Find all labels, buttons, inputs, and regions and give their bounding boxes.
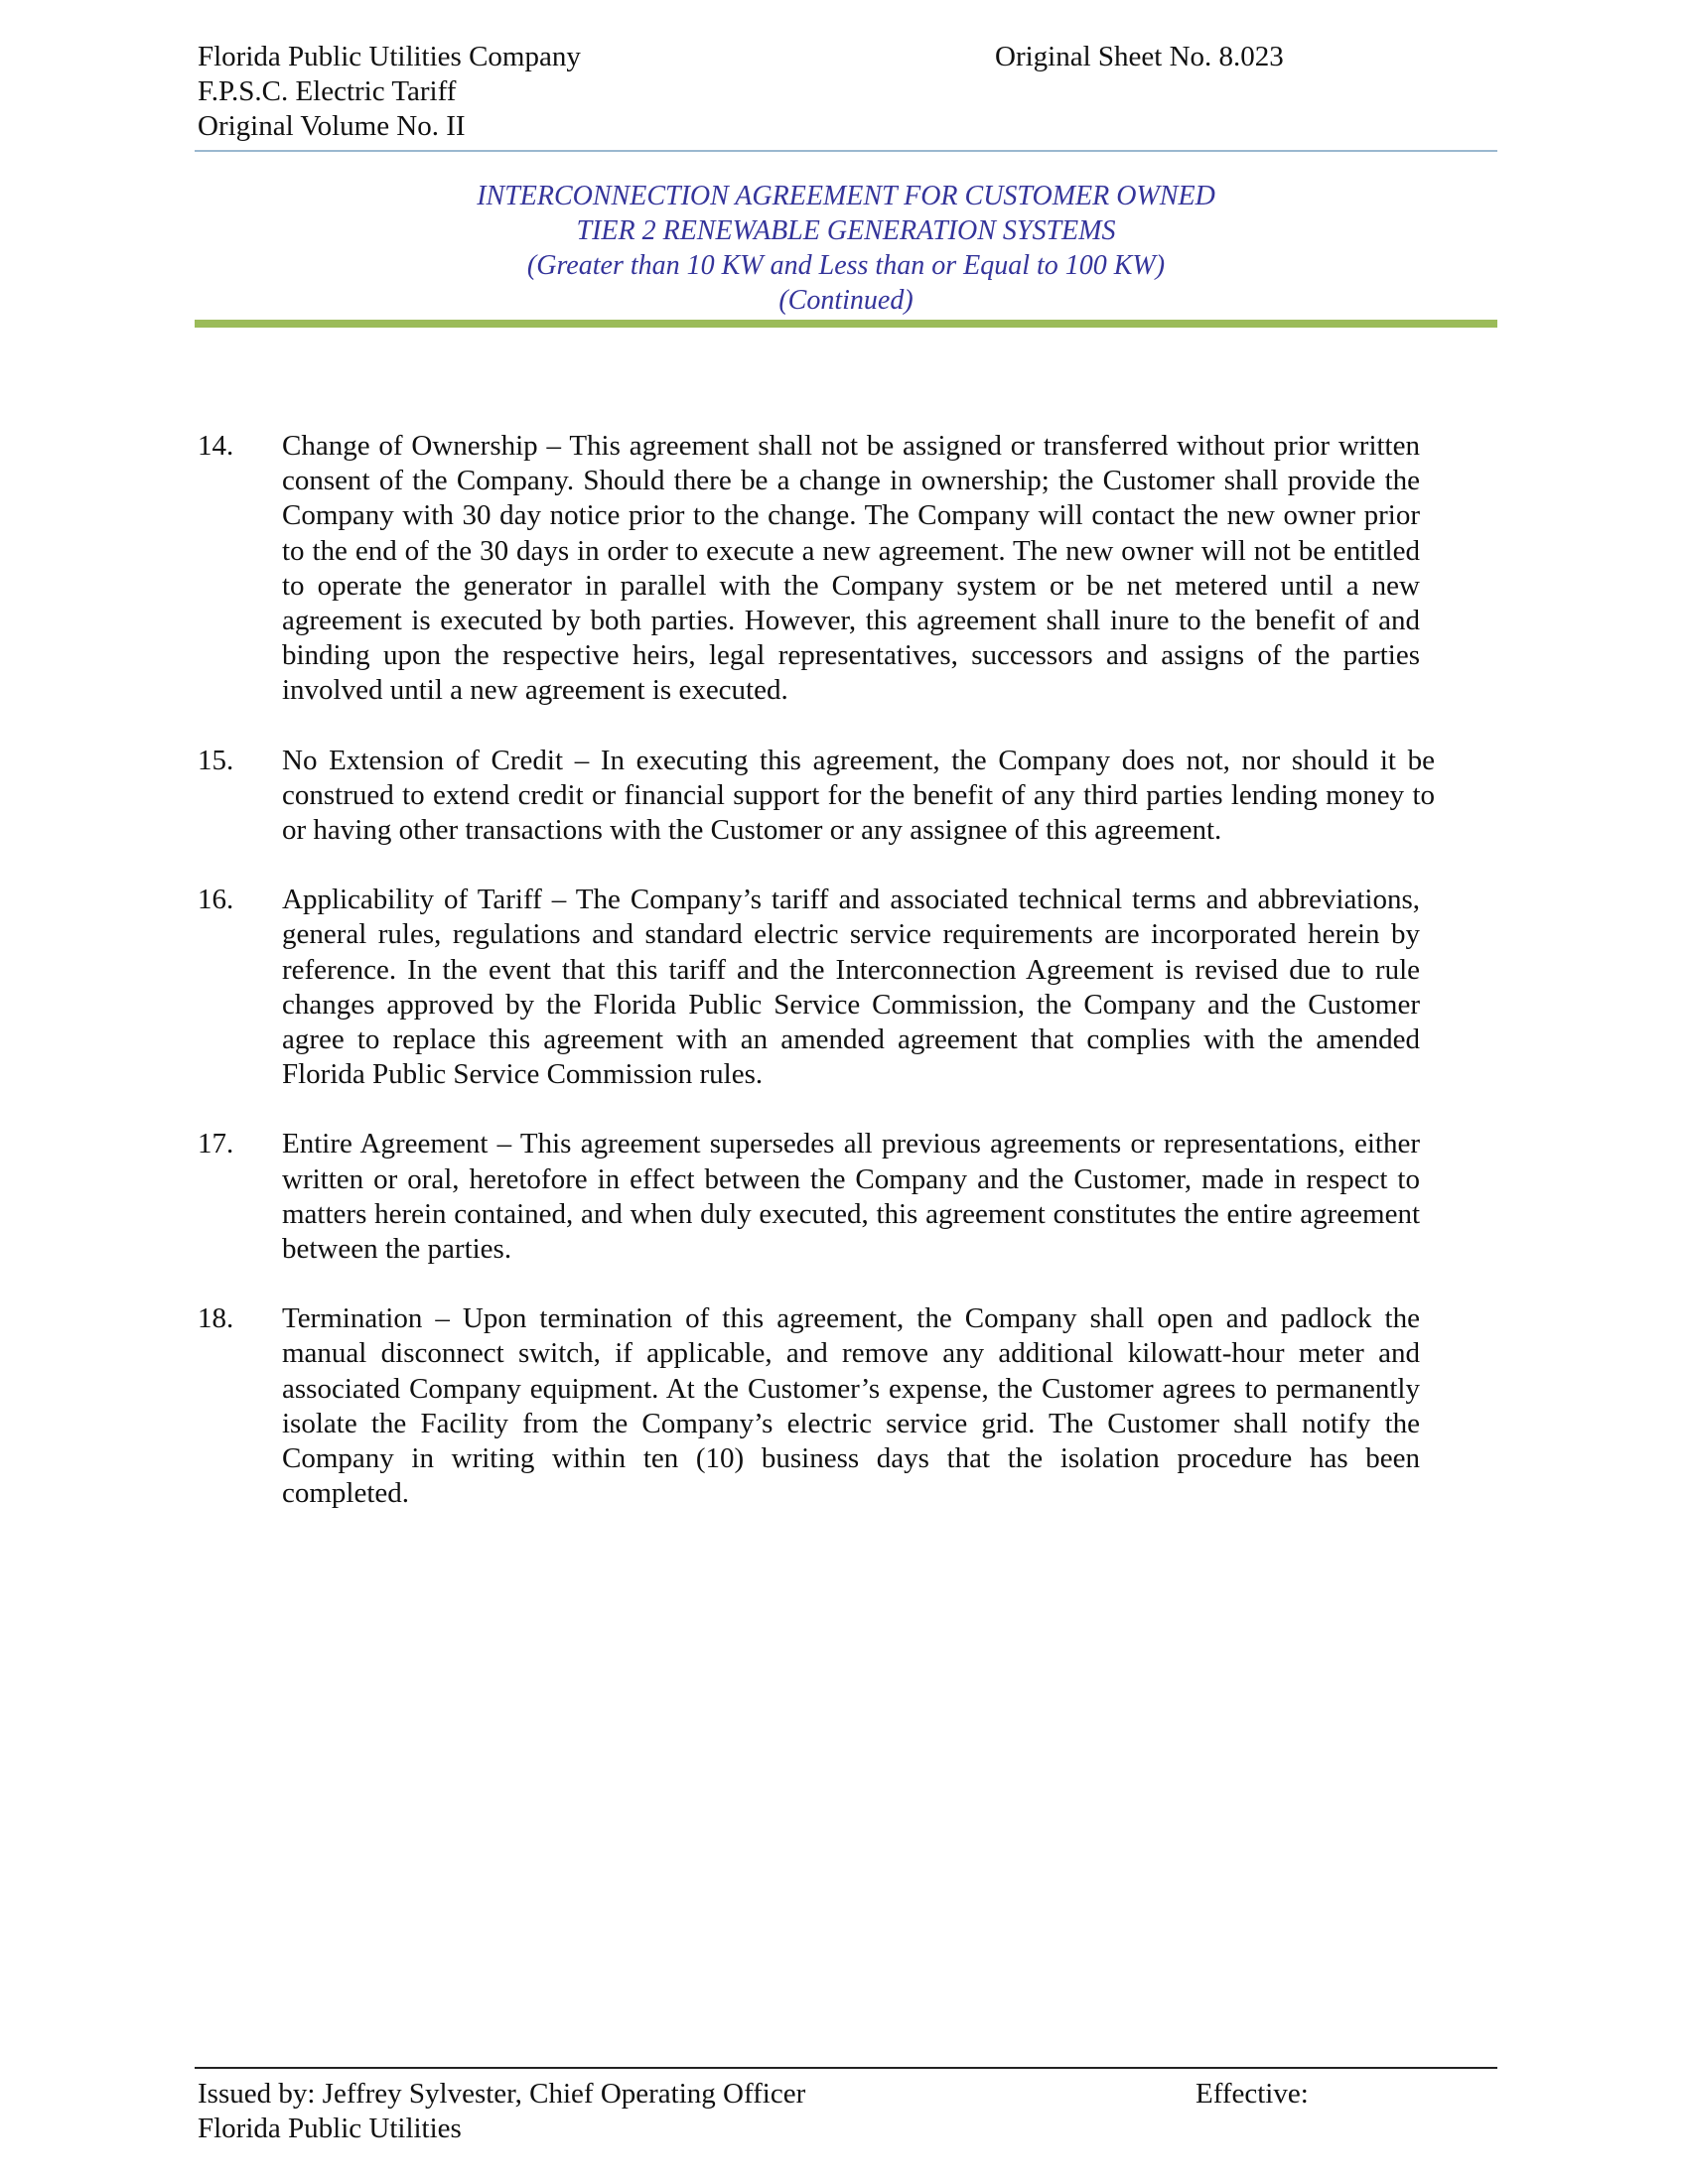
title-divider [195, 320, 1497, 328]
agreement-item-14 [198, 429, 1429, 709]
agreement-item-18 [198, 1301, 1429, 1511]
document-title [195, 179, 1497, 318]
title-line-2: TIER 2 RENEWABLE GENERATION SYSTEMS [576, 215, 1116, 246]
item-number: 15. [198, 744, 234, 776]
issuing-organization: Florida Public Utilities [198, 2113, 462, 2144]
footer-divider [195, 2067, 1497, 2069]
effective-date-label: Effective: [1196, 2078, 1309, 2110]
page-header-right [995, 40, 1284, 74]
item-text: Termination – Upon termination of this agreement, the Company shall open and padlock the manual disconnect switch, if applicable, and remove any additional kilowatt-hour meter and associated Company equipment. At the Customer’s expense, the Customer agrees to permanently isolate the Facility from the Company’s electric service grid. The Customer shall notify the Company in writing within ten (10) business days that the isolation procedure has been completed. [282, 1302, 1420, 1510]
item-number: 18. [198, 1302, 234, 1335]
company-name: Florida Public Utilities Company [198, 41, 581, 72]
tariff-name: F.P.S.C. Electric Tariff [198, 75, 457, 107]
issued-by: Issued by: Jeffrey Sylvester, Chief Operating Officer [198, 2078, 806, 2110]
volume-label: Original Volume No. II [198, 110, 466, 142]
page-footer-right [1196, 2077, 1309, 2112]
item-number: 17. [198, 1128, 234, 1160]
title-line-3: (Greater than 10 KW and Less than or Equal to 100 KW) [526, 250, 1166, 281]
title-line-1: INTERCONNECTION AGREEMENT FOR CUSTOMER OWNED [477, 181, 1215, 211]
page-header-left [198, 40, 581, 144]
item-number: 16. [198, 884, 234, 916]
agreement-items [198, 429, 1435, 1546]
item-text: Applicability of Tariff – The Company’s tariff and associated technical terms and abbreviations, general rules, regulations and standard electric service requirements are incorporated herein by reference. In the event that this tariff and the Interconnection Agreement is revised due to rule changes approved by the Florida Public Service Commission, the Company and the Customer agree to replace this agreement with an amended agreement that complies with the amended Florida Public Service Commission rules. [282, 884, 1420, 1091]
sheet-number: Original Sheet No. 8.023 [995, 41, 1284, 72]
item-text: Entire Agreement – This agreement supersedes all previous agreements or representations, either written or oral, heretofore in effect between the Company and the Customer, made in respect to matters herein contained, and when duly executed, this agreement constitutes the entire agreement between the parties. [282, 1128, 1420, 1266]
agreement-item-15 [198, 744, 1435, 849]
item-text: No Extension of Credit – In executing this agreement, the Company does not, nor should it be construed to extend credit or financial support for the benefit of any third parties lending money to or having other transactions with the Customer or any assignee of this agreement. [282, 744, 1435, 847]
agreement-item-17 [198, 1127, 1429, 1267]
page-footer-left [198, 2077, 805, 2146]
item-number: 14. [198, 430, 234, 462]
item-text: Change of Ownership – This agreement shall not be assigned or transferred without prior written consent of the Company. Should there be a change in ownership; the Customer shall provide the Company with 30 day notice prior to the change. The Company will contact the new owner prior to the end of the 30 days in order to execute a new agreement. The new owner will not be entitled to operate the generator in parallel with the Company system or be net metered until a new agreement is executed by both parties. However, this agreement shall inure to the benefit of and binding upon the respective heirs, legal representatives, successors and assigns of the parties involved until a new agreement is executed. [282, 430, 1420, 707]
header-divider [195, 150, 1497, 152]
title-line-4: (Continued) [778, 285, 914, 316]
agreement-item-16 [198, 883, 1429, 1092]
